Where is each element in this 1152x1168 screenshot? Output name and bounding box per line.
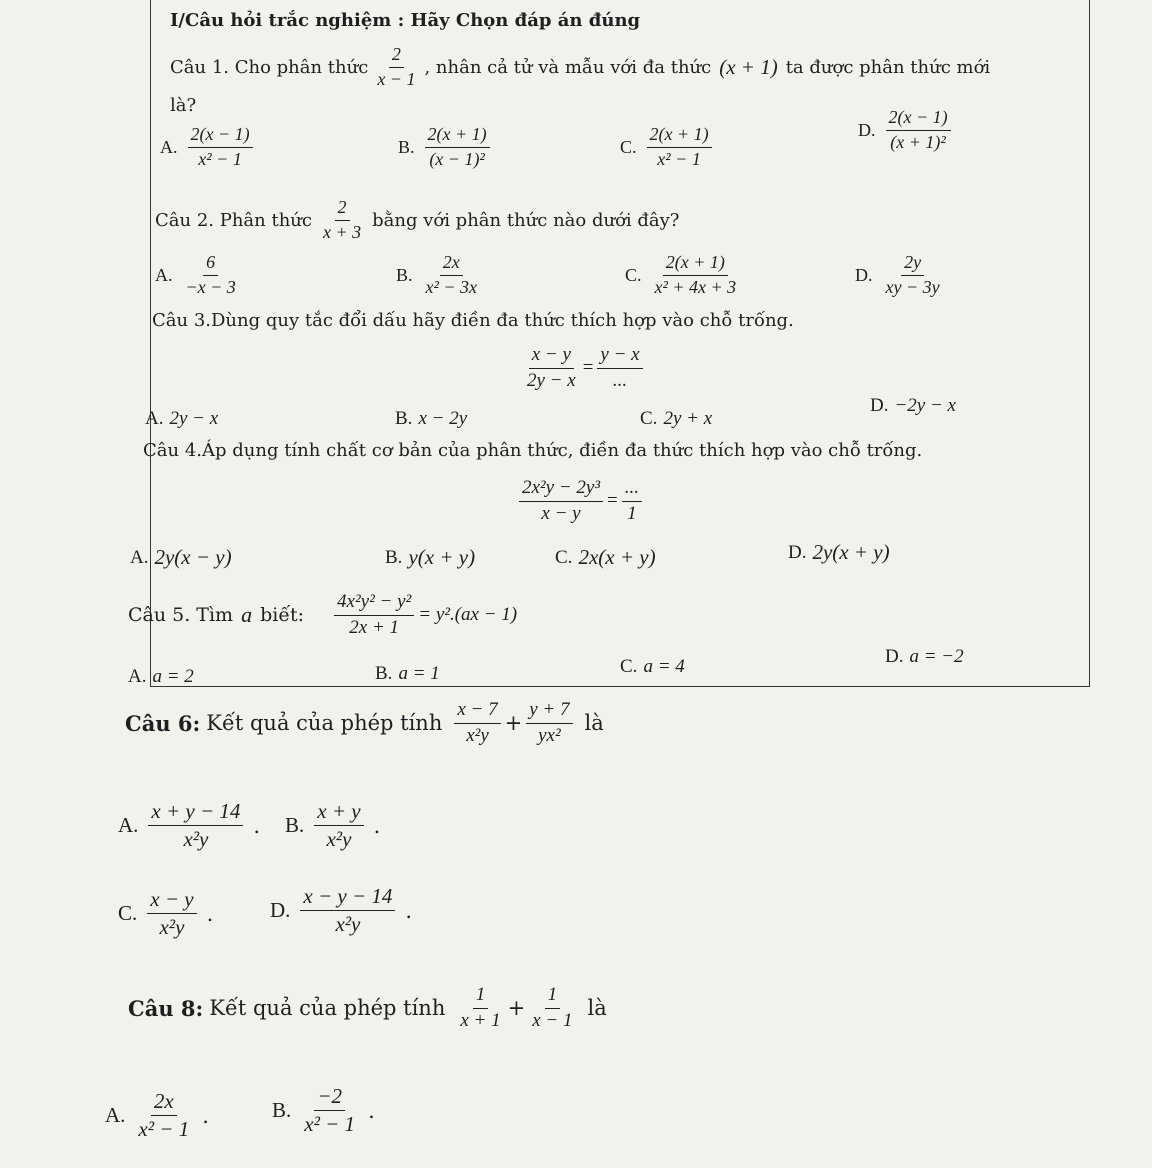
q3-option-b[interactable]: B. x − 2y	[395, 408, 468, 429]
question-5: Câu 5. Tìm a biết: $\frac{\text{4x²y² − y²}}{2x + 1}$ = y².(ax − 1)	[128, 591, 518, 638]
q6-option-d[interactable]: D. $\frac{x - y - 14}{\text{x²y}}$ .	[270, 884, 413, 937]
q1-text-b: , nhân cả tử và mẫu với đa thức	[424, 56, 712, 78]
q6-option-a[interactable]: A. $\frac{x + y - 14}{\text{x²y}}$ .	[118, 799, 261, 852]
q1-text-d: là?	[170, 95, 197, 116]
question-6: Câu 6: Kết quả của phép tính $\frac{x - 7}{\text{x²y}}$ + $\frac{y + 7}{\text{yx²}}$ là	[125, 699, 604, 746]
q2-fraction: $\frac{2}{x + 3}$	[322, 197, 362, 242]
q2-option-a[interactable]: A. $\frac{6}{-x - 3}$	[155, 252, 236, 297]
q5-option-b[interactable]: B. a = 1	[375, 663, 440, 684]
q1-option-a[interactable]: A. $\frac{2(x - 1)}{\text{x² − 1}}$	[160, 125, 257, 170]
q3-equation: $\frac{x - y}{2y - x}$ = $\frac{y - x}{...}$	[520, 345, 647, 392]
q4-option-a[interactable]: A. 2y(x − y)	[130, 545, 232, 569]
question-4: Câu 4.Áp dụng tính chất cơ bản của phân thức, điền đa thức thích hợp vào chỗ trống.	[143, 440, 923, 461]
q1-polynomial: (x + 1)	[719, 54, 778, 79]
q4-option-d[interactable]: D. 2y(x + y)	[788, 540, 890, 564]
q2-text-a: Câu 2. Phân thức	[155, 209, 312, 231]
q5-option-c[interactable]: C. a = 4	[620, 656, 685, 677]
question-8: Câu 8: Kết quả của phép tính $\frac{1}{x + 1}$ + $\frac{1}{x - 1}$ là	[128, 984, 607, 1031]
question-2	[155, 198, 679, 243]
q8-option-a[interactable]: A. $\frac{2x}{\text{x² − 1}}$ .	[105, 1089, 209, 1142]
q1-option-d[interactable]: D. $\frac{2(x - 1)}{\text{(x + 1)²}}$	[858, 108, 955, 153]
q2-option-c[interactable]: C. $\frac{2(x + 1)}{\text{x² + 4x + 3}}$	[625, 252, 737, 297]
q1-option-b[interactable]: B. $\frac{2(x + 1)}{\text{(x − 1)²}}$	[398, 125, 494, 170]
q3-option-d[interactable]: D. −2y − x	[870, 395, 956, 416]
q2-option-d[interactable]: D. $\frac{2y}{xy - 3y}$	[855, 252, 940, 297]
question-1	[170, 45, 990, 90]
q5-option-a[interactable]: A. a = 2	[128, 666, 194, 687]
q4-option-b[interactable]: B. y(x + y)	[385, 545, 476, 569]
q1-text-c: ta được phân thức mới	[785, 56, 991, 78]
question-3: Câu 3.Dùng quy tắc đổi dấu hãy điền đa thức thích hợp vào chỗ trống.	[152, 310, 794, 331]
q6-option-c[interactable]: C. $\frac{x - y}{\text{x²y}}$ .	[118, 887, 214, 940]
q3-option-c[interactable]: C. 2y + x	[640, 408, 713, 429]
q8-option-b[interactable]: B. $\frac{-2}{\text{x² − 1}}$ .	[272, 1084, 375, 1137]
q2-option-b[interactable]: B. $\frac{2x}{\text{x² − 3x}}$	[396, 252, 478, 297]
q4-option-c[interactable]: C. 2x(x + y)	[555, 545, 656, 569]
q4-equation: $\frac{\text{2x²y − 2y³}}{x - y}$ = $\frac{...}{1}$	[515, 478, 646, 525]
section-header: I/Câu hỏi trắc nghiệm : Hãy Chọn đáp án đúng	[170, 10, 641, 31]
q5-option-d[interactable]: D. a = −2	[885, 646, 964, 667]
q1-fraction: $\frac{2}{x - 1}$	[377, 44, 416, 89]
q2-text-b: bằng với phân thức nào dưới đây?	[372, 209, 680, 231]
q1-option-c[interactable]: C. $\frac{2(x + 1)}{\text{x² − 1}}$	[620, 125, 716, 170]
q1-text-a: Câu 1. Cho phân thức	[170, 56, 369, 78]
q3-option-a[interactable]: A. 2y − x	[145, 408, 219, 429]
q6-option-b[interactable]: B. $\frac{x + y}{\text{x²y}}$ .	[285, 799, 381, 852]
